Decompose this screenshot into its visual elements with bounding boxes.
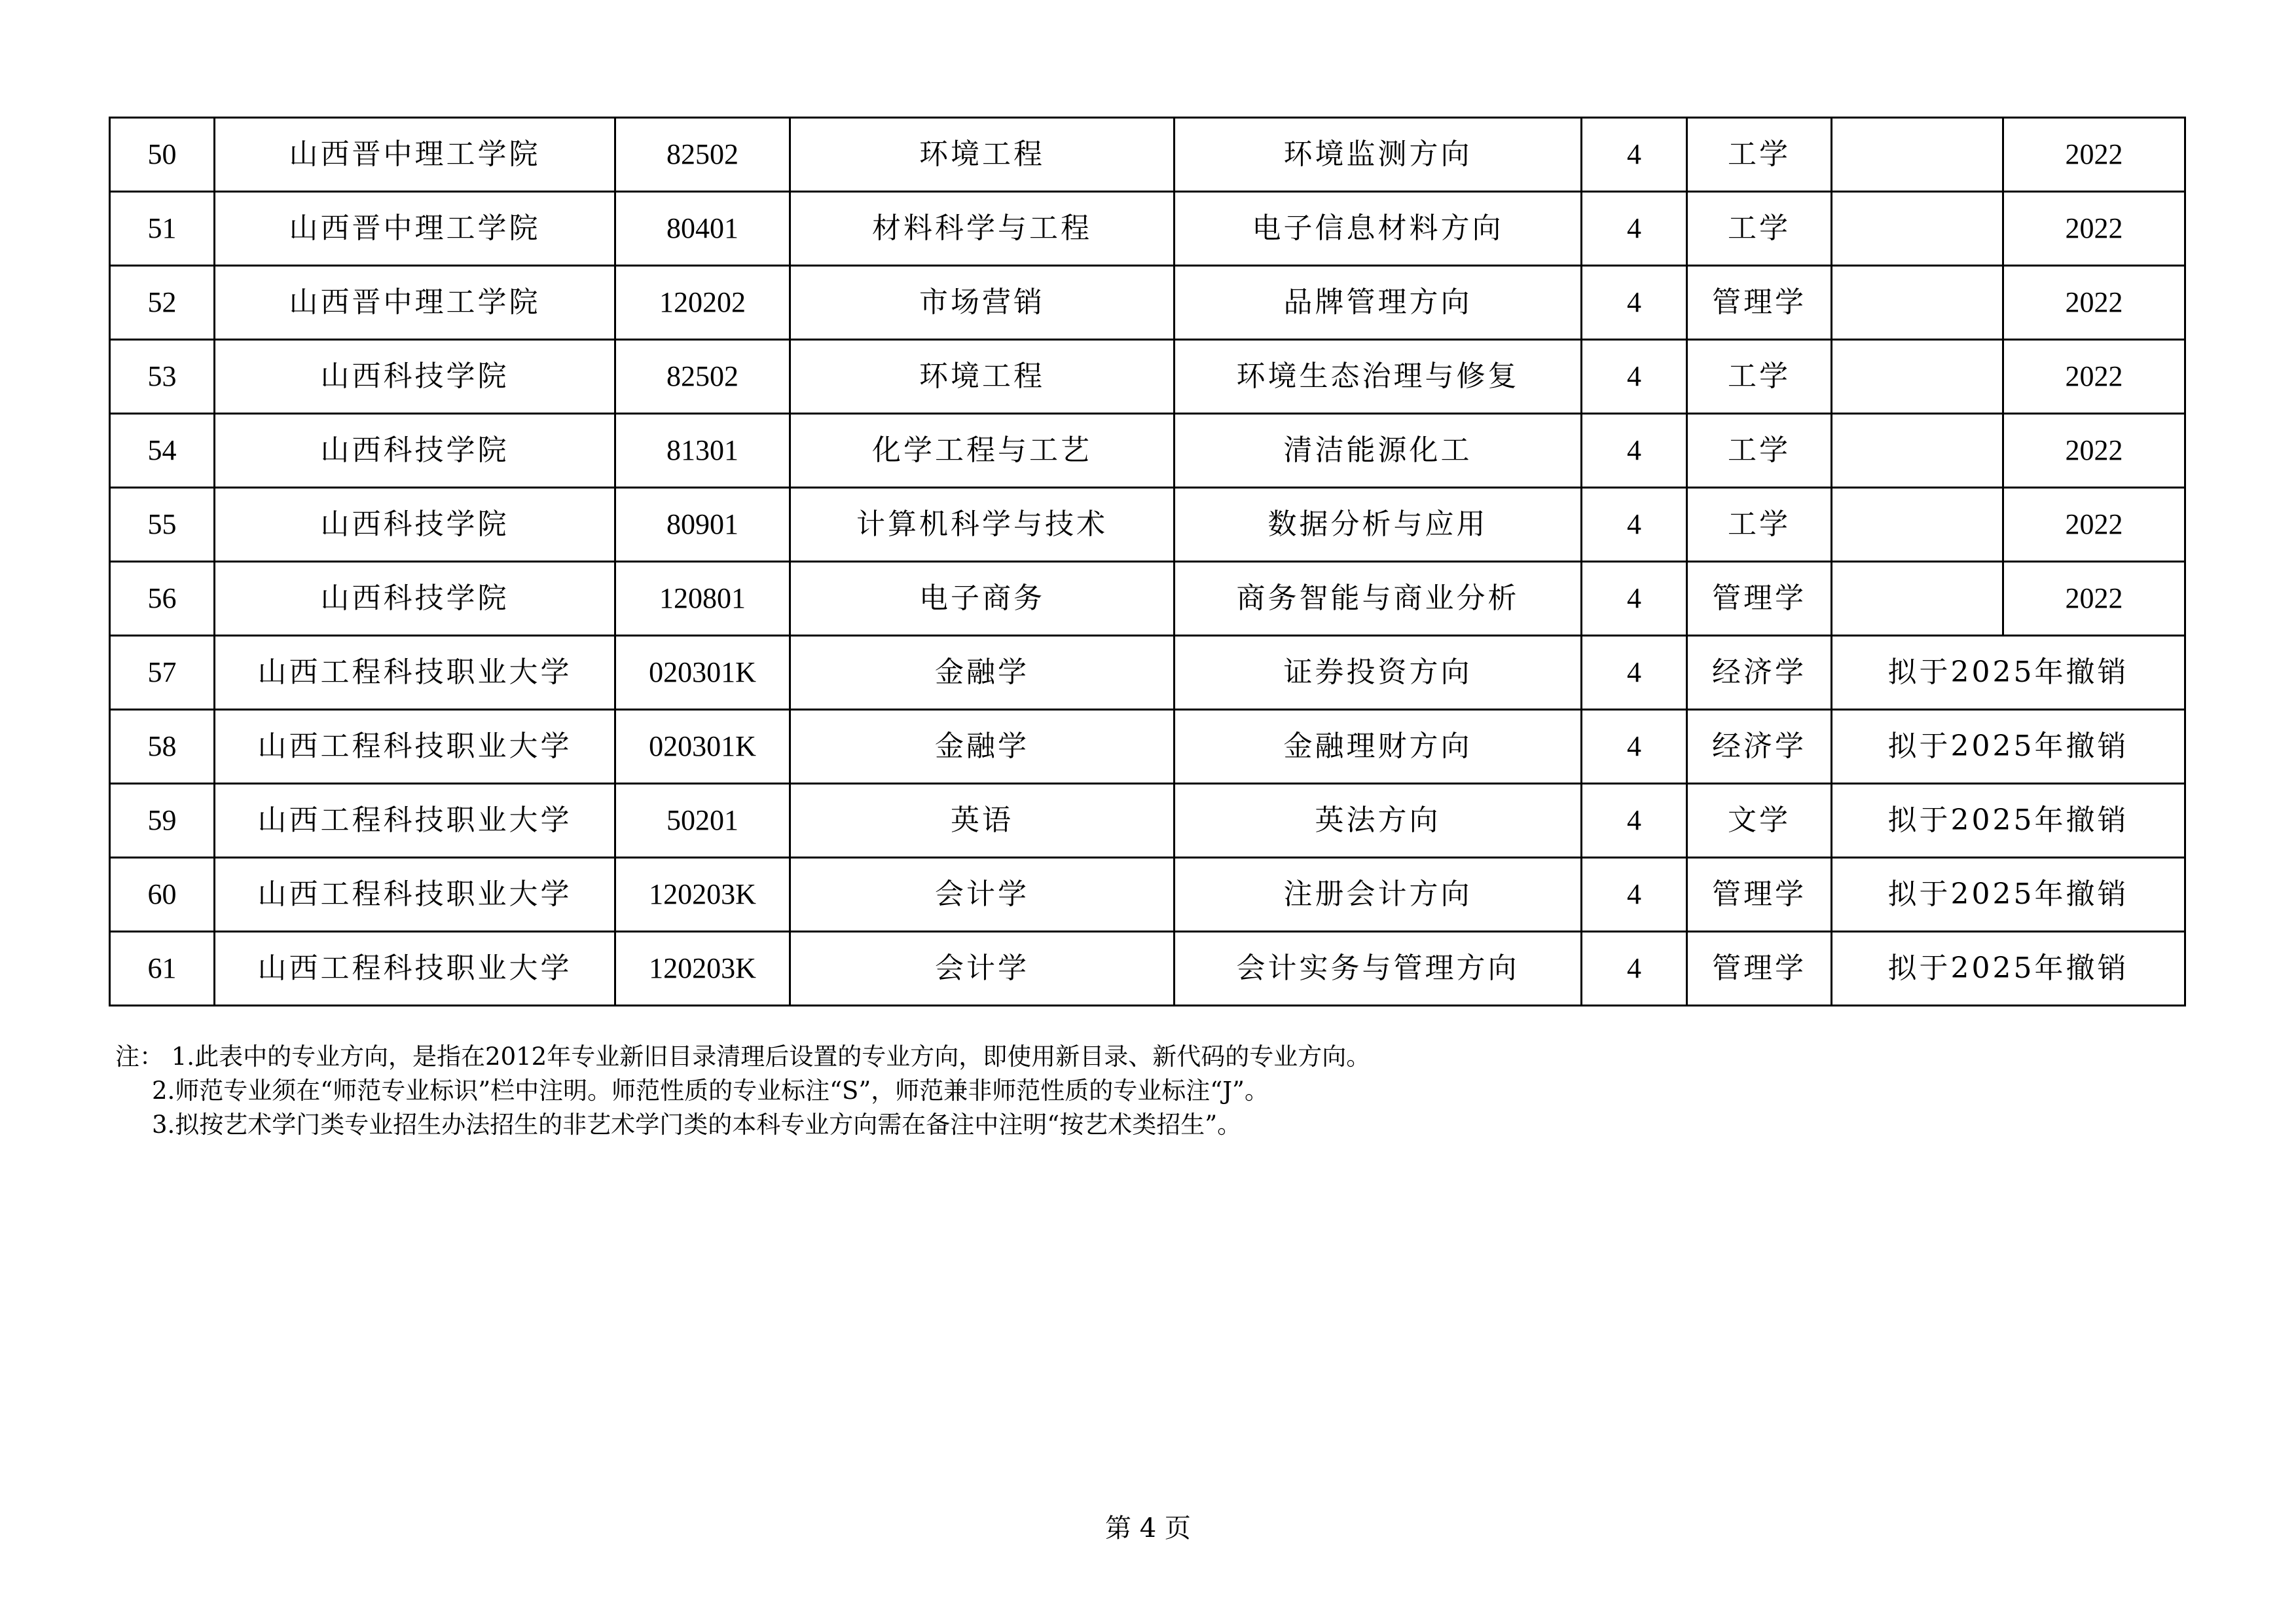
category-cell: 管理学: [1687, 932, 1832, 1006]
school-cell: 山西晋中理工学院: [215, 118, 615, 192]
teacher-flag-cell: [1832, 192, 2003, 266]
teacher-flag-cell: [1832, 488, 2003, 562]
table-row: [110, 710, 2185, 784]
notes-section: [115, 1040, 1370, 1142]
duration-cell: 4: [1582, 636, 1687, 710]
school-cell: 山西工程科技职业大学: [215, 932, 615, 1006]
direction-cell: 环境监测方向: [1175, 118, 1582, 192]
major-name-cell: 英语: [790, 784, 1175, 858]
direction-cell: 证券投资方向: [1175, 636, 1582, 710]
table-row: [110, 340, 2185, 414]
major-name-cell: 市场营销: [790, 266, 1175, 340]
teacher-flag-cell: [1832, 340, 2003, 414]
major-name-cell: 会计学: [790, 858, 1175, 932]
direction-cell: 品牌管理方向: [1175, 266, 1582, 340]
major-code-cell: 120203K: [615, 858, 790, 932]
table-row: [110, 784, 2185, 858]
direction-cell: 环境生态治理与修复: [1175, 340, 1582, 414]
teacher-flag-cell: [1832, 562, 2003, 636]
major-code-cell: 120203K: [615, 932, 790, 1006]
category-cell: 管理学: [1687, 266, 1832, 340]
duration-cell: 4: [1582, 340, 1687, 414]
school-cell: 山西晋中理工学院: [215, 192, 615, 266]
row-number-cell: 56: [110, 562, 215, 636]
year-cell: 2022: [2003, 488, 2185, 562]
school-cell: 山西工程科技职业大学: [215, 636, 615, 710]
major-code-cell: 120801: [615, 562, 790, 636]
school-cell: 山西科技学院: [215, 340, 615, 414]
category-cell: 工学: [1687, 488, 1832, 562]
duration-cell: 4: [1582, 562, 1687, 636]
duration-cell: 4: [1582, 932, 1687, 1006]
year-cell: 2022: [2003, 340, 2185, 414]
major-code-cell: 120202: [615, 266, 790, 340]
direction-cell: 会计实务与管理方向: [1175, 932, 1582, 1006]
school-cell: 山西科技学院: [215, 488, 615, 562]
row-number-cell: 60: [110, 858, 215, 932]
major-code-cell: 82502: [615, 118, 790, 192]
row-number-cell: 54: [110, 414, 215, 488]
school-cell: 山西晋中理工学院: [215, 266, 615, 340]
major-name-cell: 金融学: [790, 636, 1175, 710]
row-number-cell: 61: [110, 932, 215, 1006]
row-number-cell: 55: [110, 488, 215, 562]
row-number-cell: 51: [110, 192, 215, 266]
category-cell: 工学: [1687, 414, 1832, 488]
year-cell: 2022: [2003, 414, 2185, 488]
remark-cell: 拟于2025年撤销: [1832, 932, 2185, 1006]
direction-cell: 电子信息材料方向: [1175, 192, 1582, 266]
direction-cell: 商务智能与商业分析: [1175, 562, 1582, 636]
table-row: [110, 636, 2185, 710]
category-cell: 工学: [1687, 118, 1832, 192]
note-line-1: 注： 1.此表中的专业方向，是指在2012年专业新旧目录清理后设置的专业方向，即使用新目录、新代码的专业方向。: [115, 1043, 1371, 1071]
duration-cell: 4: [1582, 710, 1687, 784]
category-cell: 文学: [1687, 784, 1832, 858]
duration-cell: 4: [1582, 784, 1687, 858]
category-cell: 经济学: [1687, 636, 1832, 710]
major-name-cell: 材料科学与工程: [790, 192, 1175, 266]
table-row: [110, 858, 2185, 932]
major-code-cell: 81301: [615, 414, 790, 488]
duration-cell: 4: [1582, 414, 1687, 488]
teacher-flag-cell: [1832, 414, 2003, 488]
teacher-flag-cell: [1832, 266, 2003, 340]
table-row: [110, 118, 2185, 192]
row-number-cell: 59: [110, 784, 215, 858]
duration-cell: 4: [1582, 488, 1687, 562]
major-name-cell: 电子商务: [790, 562, 1175, 636]
year-cell: 2022: [2003, 118, 2185, 192]
direction-cell: 金融理财方向: [1175, 710, 1582, 784]
table-row: [110, 192, 2185, 266]
page-number: 第 4 页: [1105, 1513, 1191, 1543]
row-number-cell: 52: [110, 266, 215, 340]
school-cell: 山西工程科技职业大学: [215, 710, 615, 784]
major-name-cell: 金融学: [790, 710, 1175, 784]
teacher-flag-cell: [1832, 118, 2003, 192]
school-cell: 山西工程科技职业大学: [215, 784, 615, 858]
duration-cell: 4: [1582, 266, 1687, 340]
duration-cell: 4: [1582, 192, 1687, 266]
year-cell: 2022: [2003, 562, 2185, 636]
remark-cell: 拟于2025年撤销: [1832, 858, 2185, 932]
table-row: [110, 266, 2185, 340]
row-number-cell: 58: [110, 710, 215, 784]
school-cell: 山西科技学院: [215, 414, 615, 488]
remark-cell: 拟于2025年撤销: [1832, 784, 2185, 858]
row-number-cell: 53: [110, 340, 215, 414]
major-name-cell: 化学工程与工艺: [790, 414, 1175, 488]
major-code-cell: 80401: [615, 192, 790, 266]
direction-cell: 清洁能源化工: [1175, 414, 1582, 488]
table-row: [110, 414, 2185, 488]
category-cell: 管理学: [1687, 858, 1832, 932]
year-cell: 2022: [2003, 192, 2185, 266]
major-name-cell: 会计学: [790, 932, 1175, 1006]
table-row: [110, 562, 2185, 636]
direction-cell: 数据分析与应用: [1175, 488, 1582, 562]
school-cell: 山西工程科技职业大学: [215, 858, 615, 932]
category-cell: 经济学: [1687, 710, 1832, 784]
major-code-cell: 80901: [615, 488, 790, 562]
category-cell: 管理学: [1687, 562, 1832, 636]
category-cell: 工学: [1687, 192, 1832, 266]
major-code-cell: 82502: [615, 340, 790, 414]
school-cell: 山西科技学院: [215, 562, 615, 636]
major-code-cell: 020301K: [615, 710, 790, 784]
row-number-cell: 57: [110, 636, 215, 710]
remark-cell: 拟于2025年撤销: [1832, 710, 2185, 784]
category-cell: 工学: [1687, 340, 1832, 414]
direction-cell: 英法方向: [1175, 784, 1582, 858]
majors-table: [109, 117, 2186, 1006]
row-number-cell: 50: [110, 118, 215, 192]
duration-cell: 4: [1582, 858, 1687, 932]
table-row: [110, 488, 2185, 562]
table-body: [110, 118, 2185, 1006]
duration-cell: 4: [1582, 118, 1687, 192]
major-name-cell: 环境工程: [790, 118, 1175, 192]
direction-cell: 注册会计方向: [1175, 858, 1582, 932]
remark-cell: 拟于2025年撤销: [1832, 636, 2185, 710]
table-row: [110, 932, 2185, 1006]
note-line-3: 3.拟按艺术学门类专业招生办法招生的非艺术学门类的本科专业方向需在备注中注明“按艺术类招生”。: [152, 1111, 1242, 1139]
major-name-cell: 环境工程: [790, 340, 1175, 414]
major-code-cell: 50201: [615, 784, 790, 858]
note-line-2: 2.师范专业须在“师范专业标识”栏中注明。师范性质的专业标注“S”，师范兼非师范性质的专业标注“J”。: [152, 1077, 1269, 1105]
major-name-cell: 计算机科学与技术: [790, 488, 1175, 562]
major-code-cell: 020301K: [615, 636, 790, 710]
year-cell: 2022: [2003, 266, 2185, 340]
